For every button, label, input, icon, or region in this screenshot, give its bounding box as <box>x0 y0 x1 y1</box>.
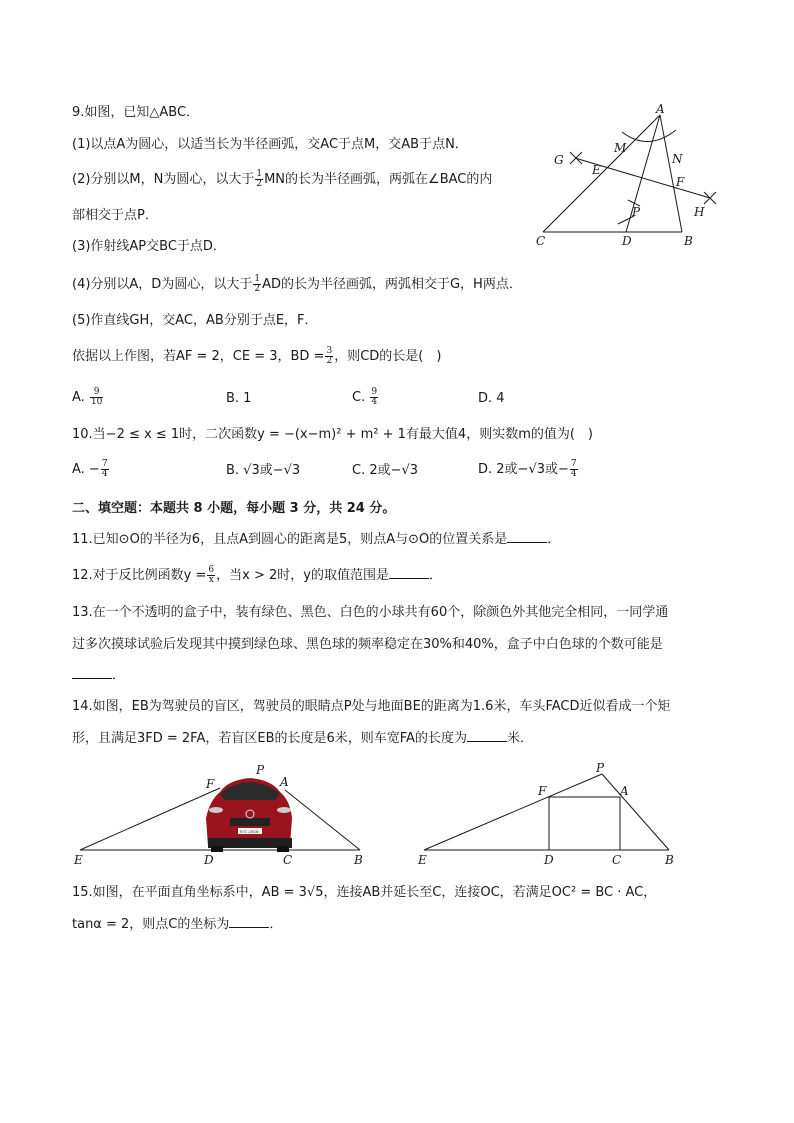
q14-car-figure <box>70 760 370 870</box>
car-illustration <box>206 778 292 852</box>
q15-line2: tanα = 2，则点C的坐标为 ． <box>72 917 283 932</box>
label-f: F <box>538 784 547 798</box>
q13-line1: 13.在一个不透明的盒子中，装有绿色、黑色、白色的小球共有60个，除颜色外其他完全相同，一同学通 <box>72 605 669 620</box>
label-c: C <box>536 234 546 248</box>
q9-step1: (1)以点A为圆心，以适当长为半径画弧，交AC于点M，交AB于点N． <box>72 137 468 152</box>
label-p: P <box>632 205 641 219</box>
answer-blank[interactable] <box>229 915 269 928</box>
label-b: B <box>354 853 363 867</box>
label-c: C <box>612 853 622 867</box>
label-d: D <box>622 234 632 248</box>
q13-line2: 过多次摸球试验后发现其中摸到绿色球、黑色球的频率稳定在30%和40%，盒子中白色球的个数可能是 <box>72 637 663 652</box>
q9-option-b[interactable]: B. 1 <box>226 391 252 406</box>
label-g: G <box>554 153 564 167</box>
label-f: F <box>676 175 685 189</box>
answer-blank[interactable] <box>72 666 112 679</box>
q9-option-d[interactable]: D. 4 <box>478 391 505 406</box>
q11-text: 11.已知⊙O的半径为6，且点A到圆心的距离是5，则点A与⊙O的位置关系是 ． <box>72 532 561 547</box>
label-p: P <box>256 763 265 777</box>
label-p: P <box>596 761 605 775</box>
label-a: A <box>656 102 665 116</box>
q14-line1: 14.如图，EB为驾驶员的盲区，驾驶员的眼睛点P处与地面BE的距离为1.6米，车头FACD近似看成一个矩 <box>72 699 671 714</box>
label-e: E <box>74 853 83 867</box>
label-c: C <box>283 853 293 867</box>
q9-step4: (4)分别以A，D为圆心，以大于 $\frac{1}{2}$ AD的长为半径画弧，两弧相交于G，H两点． <box>72 274 522 294</box>
q9-step2: (2)分别以M，N为圆心，以大于 $\frac{1}{2}$ MN的长为半径画弧，两弧在∠BAC的内 <box>72 169 493 189</box>
q12-text: 12.对于反比例函数y = $\frac{6}{x}$ ，当x > 2时，y的取值范围是 ． <box>72 565 442 585</box>
q10-option-a[interactable]: A. − $\frac{7}{4}$ <box>72 459 108 479</box>
q10-option-c[interactable]: C. 2或−√3 <box>352 463 419 478</box>
label-d: D <box>204 853 214 867</box>
q14-line2: 形，且满足3FD = 2FA，若盲区EB的长度是6米，则车宽FA的长度为 米． <box>72 731 533 746</box>
label-a: A <box>620 784 629 798</box>
q9-condition: 依据以上作图，若AF = 2，CE = 3，BD = $\frac{3}{2}$ ，则CD的长是( ) <box>72 346 442 366</box>
answer-blank[interactable] <box>389 566 429 579</box>
q14-geometry-figure <box>414 760 684 870</box>
label-b: B <box>684 234 693 248</box>
fraction: $\frac{3}{2}$ <box>326 346 333 366</box>
q9-step3: (3)作射线AP交BC于点D． <box>72 239 226 254</box>
q9-option-a[interactable]: A. $\frac{9}{10}$ <box>72 387 103 407</box>
label-d: D <box>544 853 554 867</box>
q9-step2-cont: 部相交于点P． <box>72 208 158 223</box>
section-title-fill-in: 二、填空题：本题共 8 小题，每小题 3 分，共 24 分。 <box>72 501 396 516</box>
label-a: A <box>280 775 289 789</box>
q13-line3: ． <box>72 666 125 685</box>
q9-option-c[interactable]: C. $\frac{9}{4}$ <box>352 387 378 407</box>
license-plate: S·C 2926 <box>240 829 259 834</box>
q10-text: 10.当−2 ≤ x ≤ 1时，二次函数y = −(x−m)² + m² + 1有最大值4，则实数m的值为( ) <box>72 427 594 442</box>
label-h: H <box>694 205 705 219</box>
fraction: $\frac{1}{2}$ <box>256 169 263 189</box>
label-e: E <box>592 163 601 177</box>
q10-option-b[interactable]: B. √3或−√3 <box>226 463 301 478</box>
q9-step5: (5)作直线GH，交AC，AB分别于点E，F． <box>72 313 318 328</box>
label-b: B <box>665 853 674 867</box>
label-m: M <box>614 141 627 155</box>
label-e: E <box>418 853 427 867</box>
answer-blank[interactable] <box>467 729 507 742</box>
fraction: $\frac{1}{2}$ <box>254 274 261 294</box>
label-f: F <box>206 777 215 791</box>
label-n: N <box>672 152 683 166</box>
q9-title: 9.如图，已知△ABC． <box>72 105 200 120</box>
q15-line1: 15.如图，在平面直角坐标系中，AB = 3√5，连接AB并延长至C，连接OC，若满足OC² = BC · AC， <box>72 885 657 900</box>
answer-blank[interactable] <box>507 530 547 543</box>
q9-triangle-figure <box>530 100 730 260</box>
q10-option-d[interactable]: D. 2或−√3或− $\frac{7}{4}$ <box>478 459 577 479</box>
